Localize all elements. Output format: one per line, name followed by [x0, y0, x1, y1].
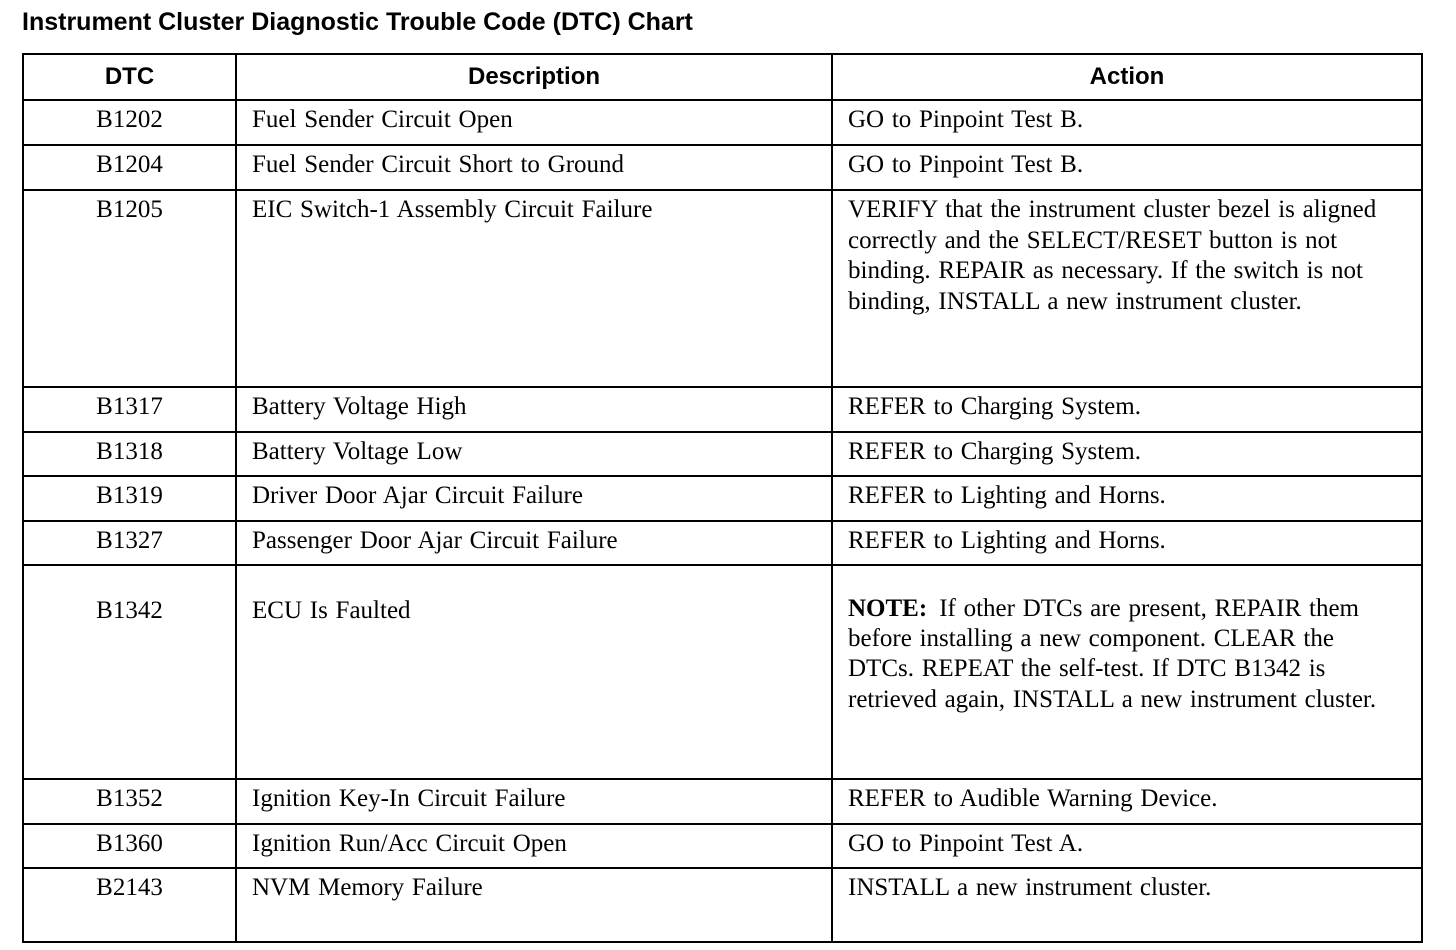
page-title: Instrument Cluster Diagnostic Trouble Code (DTC) Chart — [22, 8, 693, 36]
dtc-code-cell: B1352 — [23, 779, 236, 824]
table-row — [23, 100, 1422, 145]
dtc-table — [22, 53, 1423, 943]
table-row — [23, 868, 1422, 942]
action-cell: REFER to Audible Warning Device. — [832, 779, 1422, 824]
action-cell: INSTALL a new instrument cluster. — [832, 868, 1422, 942]
action-cell: REFER to Charging System. — [832, 432, 1422, 476]
column-header-dtc: DTC — [23, 54, 236, 100]
description-cell: NVM Memory Failure — [236, 868, 832, 942]
table-row — [23, 387, 1422, 432]
description-cell: Battery Voltage Low — [236, 432, 832, 476]
table-row — [23, 824, 1422, 868]
action-cell: VERIFY that the instrument cluster bezel is aligned correctly and the SELECT/RESET button is not binding. REPAIR as necessary. If the switch is not binding, INSTALL a new instrument cluster. — [832, 190, 1422, 387]
table-row — [23, 145, 1422, 190]
dtc-code-cell: B1317 — [23, 387, 236, 432]
dtc-code-cell: B2143 — [23, 868, 236, 942]
table-header-row — [23, 54, 1422, 100]
description-cell: Ignition Key-In Circuit Failure — [236, 779, 832, 824]
action-cell: REFER to Lighting and Horns. — [832, 476, 1422, 521]
column-header-action: Action — [832, 54, 1422, 100]
action-cell — [832, 565, 1422, 779]
note-text: If other DTCs are present, REPAIR them before installing a new component. CLEAR the DTCs. REPEAT the self-test. If DTC B1342 is retrieved again, INSTALL a new instrument cluster. — [848, 595, 1377, 713]
table-row — [23, 521, 1422, 565]
action-cell: GO to Pinpoint Test B. — [832, 100, 1422, 145]
dtc-code-cell: B1204 — [23, 145, 236, 190]
dtc-code-cell: B1205 — [23, 190, 236, 387]
column-header-description: Description — [236, 54, 832, 100]
description-cell: Driver Door Ajar Circuit Failure — [236, 476, 832, 521]
action-cell: REFER to Charging System. — [832, 387, 1422, 432]
description-cell: EIC Switch-1 Assembly Circuit Failure — [236, 190, 832, 387]
dtc-code-cell: B1319 — [23, 476, 236, 521]
action-cell: GO to Pinpoint Test A. — [832, 824, 1422, 868]
table-row — [23, 779, 1422, 824]
table-row — [23, 432, 1422, 476]
dtc-code-cell: B1327 — [23, 521, 236, 565]
description-cell: Fuel Sender Circuit Open — [236, 100, 832, 145]
action-cell: REFER to Lighting and Horns. — [832, 521, 1422, 565]
dtc-code-cell: B1342 — [23, 565, 236, 779]
description-cell: Battery Voltage High — [236, 387, 832, 432]
description-cell: Fuel Sender Circuit Short to Ground — [236, 145, 832, 190]
description-cell: ECU Is Faulted — [236, 565, 832, 779]
dtc-code-cell: B1202 — [23, 100, 236, 145]
table-row — [23, 565, 1422, 779]
note-label: NOTE: — [848, 595, 928, 622]
dtc-code-cell: B1360 — [23, 824, 236, 868]
dtc-code-cell: B1318 — [23, 432, 236, 476]
description-cell: Ignition Run/Acc Circuit Open — [236, 824, 832, 868]
action-cell: GO to Pinpoint Test B. — [832, 145, 1422, 190]
table-row — [23, 190, 1422, 387]
table-row — [23, 476, 1422, 521]
description-cell: Passenger Door Ajar Circuit Failure — [236, 521, 832, 565]
